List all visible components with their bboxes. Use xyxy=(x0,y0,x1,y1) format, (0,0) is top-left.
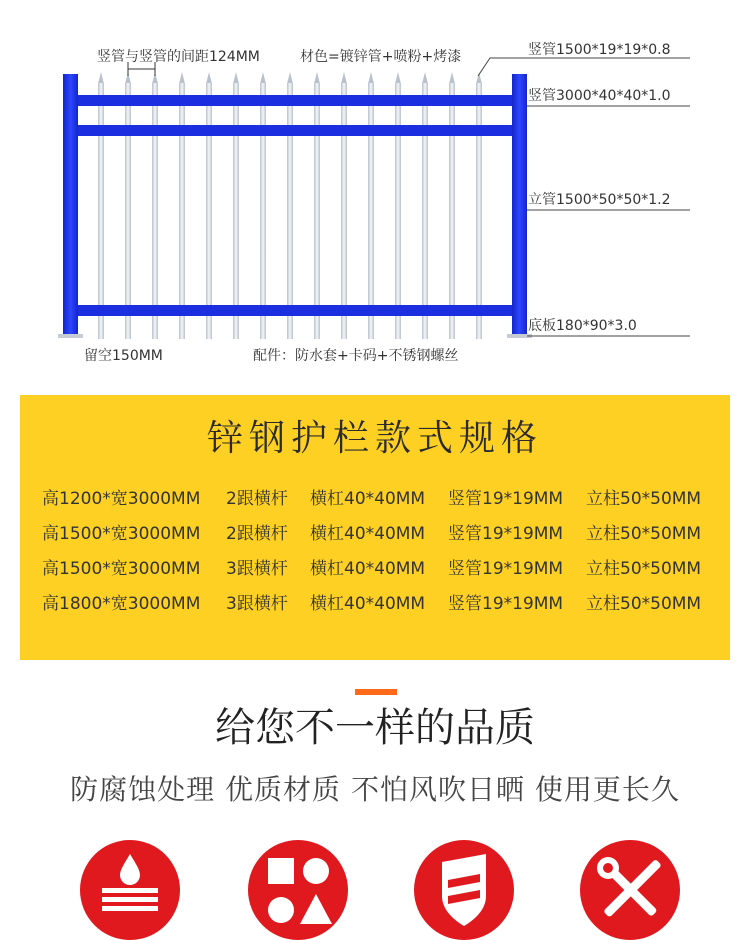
fence-rail-top xyxy=(74,95,520,106)
fence-picket xyxy=(395,72,401,339)
fence-picket xyxy=(449,72,455,339)
base-plate-left xyxy=(58,334,83,338)
quality-title: 给您不一样的品质 xyxy=(215,705,535,751)
fence-picket xyxy=(152,72,158,339)
spec-picket-label: 竖管1500*19*19*0.8 xyxy=(528,42,671,58)
spec-picket-size: 竖管19*19MM xyxy=(448,594,564,614)
spec-rail-label: 竖管3000*40*40*1.0 xyxy=(528,88,671,104)
spec-post-size: 立柱50*50MM xyxy=(586,524,702,544)
spec-row xyxy=(20,517,730,551)
bottom-gap-label: 留空150MM xyxy=(84,348,163,364)
spec-post-size: 立柱50*50MM xyxy=(586,559,702,579)
spec-base-plate-label: 底板180*90*3.0 xyxy=(528,318,637,334)
spec-post-size: 立柱50*50MM xyxy=(586,489,702,509)
fence-picket xyxy=(206,72,212,339)
quality-tagline: 防腐蚀处理 优质材质 不怕风吹日晒 使用更长久 xyxy=(70,773,680,806)
fence-picket xyxy=(422,72,428,339)
spec-picket-size: 竖管19*19MM xyxy=(448,524,564,544)
material-note: 材色=镀锌管+喷粉+烤漆 xyxy=(300,49,462,65)
spec-size: 高1200*宽3000MM xyxy=(42,489,201,509)
material-shapes-icon xyxy=(248,840,348,940)
fence-pickets xyxy=(98,72,482,339)
spec-size: 高1800*宽3000MM xyxy=(42,594,201,614)
spec-panel-title: 锌钢护栏款式规格 xyxy=(206,418,543,459)
fence-picket xyxy=(98,72,104,339)
spec-row xyxy=(20,552,730,586)
spec-row xyxy=(20,482,730,516)
fence-post-right xyxy=(512,74,527,336)
spec-rails: 3跟横杆 xyxy=(226,559,288,579)
spec-rail-size: 横杠40*40MM xyxy=(310,489,426,509)
fence-rail-middle xyxy=(74,125,520,136)
fence-picket xyxy=(179,72,185,339)
spec-rails: 2跟横杆 xyxy=(226,524,288,544)
fence-diagram xyxy=(0,0,750,385)
spec-size: 高1500*宽3000MM xyxy=(42,559,201,579)
spec-rail-size: 横杠40*40MM xyxy=(310,594,426,614)
spec-row xyxy=(20,587,730,621)
spec-size: 高1500*宽3000MM xyxy=(42,524,201,544)
fence-rail-bottom xyxy=(74,305,520,316)
spec-rail-size: 横杠40*40MM xyxy=(310,524,426,544)
fence-post-left xyxy=(63,74,78,336)
fence-picket xyxy=(287,72,293,339)
fence-picket xyxy=(368,72,374,339)
anti-corrosion-icon xyxy=(80,840,180,940)
fence-picket xyxy=(233,72,239,339)
spec-picket-size: 竖管19*19MM xyxy=(448,559,564,579)
spec-post-label: 立管1500*50*50*1.2 xyxy=(528,192,671,208)
spec-rails: 2跟横杆 xyxy=(226,489,288,509)
fence-picket xyxy=(341,72,347,339)
spec-picket-size: 竖管19*19MM xyxy=(448,489,564,509)
accessories-label: 配件：防水套+卡码+不锈钢螺丝 xyxy=(253,348,459,364)
shield-icon xyxy=(414,840,514,940)
spec-rails: 3跟横杆 xyxy=(226,594,288,614)
fence-picket xyxy=(314,72,320,339)
spec-rail-size: 横杠40*40MM xyxy=(310,559,426,579)
tools-icon xyxy=(580,840,680,940)
fence-picket xyxy=(476,72,482,339)
spec-post-size: 立柱50*50MM xyxy=(586,594,702,614)
spec-panel xyxy=(20,395,730,660)
spacing-note: 竖管与竖管的间距124MM xyxy=(97,49,260,65)
fence-picket xyxy=(125,72,131,339)
fence-picket xyxy=(260,72,266,339)
section-accent-bar xyxy=(355,689,397,695)
